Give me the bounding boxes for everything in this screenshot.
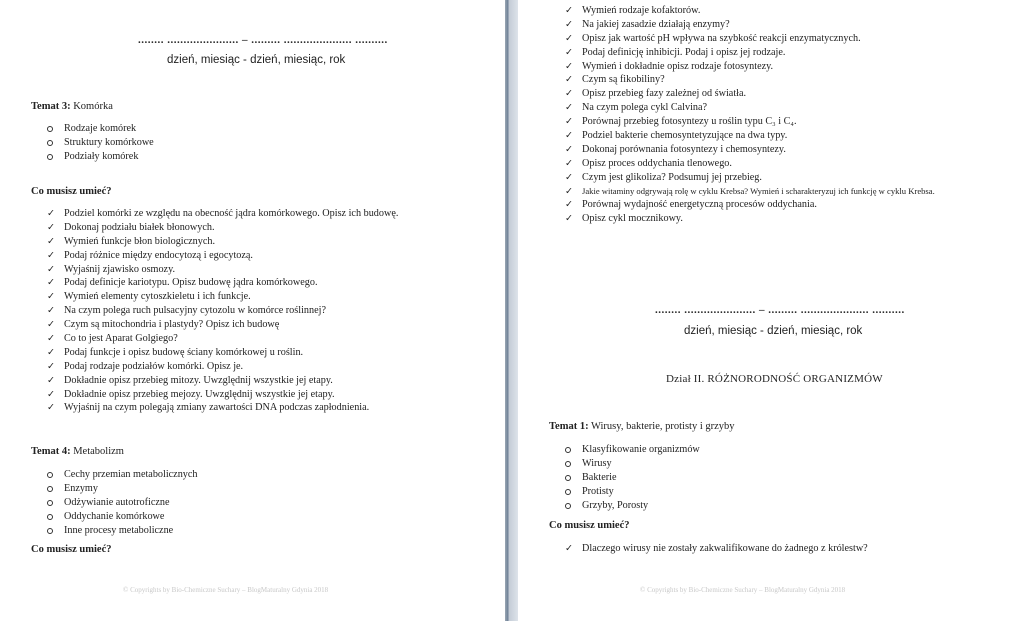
list-item: Oddychanie komórkowe (47, 510, 198, 524)
skills-heading: Co musisz umieć? (31, 186, 112, 197)
list-item: ✓ Wyjaśnij zjawisko osmozy. (47, 263, 176, 275)
list-item: ✓ Podaj definicję inhibicji. Podaj i opisz jej rodzaje. (565, 46, 786, 58)
list-item: Inne procesy metaboliczne (47, 524, 198, 538)
check-icon: ✓ (565, 102, 573, 114)
list-item: ✓ Dokładnie opisz przebieg mejozy. Uwzględnij wszystkie jej etapy. (47, 388, 335, 400)
list-item: Bakterie (565, 471, 700, 485)
list-item: ✓ Czym są mitochondria i plastydy? Opisz ich budowę (47, 319, 280, 331)
check-icon: ✓ (47, 221, 55, 233)
list-item: ✓ Porównaj przebieg fotosyntezy u roślin typu C₃ i C₄. (565, 116, 797, 128)
skills-list-continued (565, 4, 935, 226)
list-item: Cechy przemian metabolicznych (47, 468, 198, 482)
skills-list (565, 542, 868, 556)
check-icon: ✓ (47, 305, 55, 317)
copyright-footer: © Copyrights by Bio-Chemiczne Suchary – BlogMaturalny Gdynia 2018 (640, 586, 846, 594)
topic-label: Temat 4: (31, 446, 71, 457)
check-icon: ✓ (47, 346, 55, 358)
check-icon: ✓ (565, 213, 573, 225)
check-icon: ✓ (47, 235, 55, 247)
check-icon: ✓ (47, 208, 55, 219)
check-icon: ✓ (565, 171, 573, 183)
topic-title: Metabolizm (73, 446, 124, 457)
date-range-label: dzień, miesiąc - dzień, miesiąc, rok (167, 54, 346, 66)
check-icon: ✓ (565, 143, 573, 155)
list-item: ✓ Wymień rodzaje kofaktorów. (565, 5, 701, 16)
document-page-left (0, 0, 505, 621)
list-item: ✓ Podaj definicje kariotypu. Opisz budowę jądra komórkowego. (47, 277, 318, 289)
topic-label: Temat 1: (549, 421, 589, 432)
list-item: Enzymy (47, 482, 198, 496)
check-icon: ✓ (565, 88, 573, 100)
check-icon: ✓ (47, 249, 55, 261)
list-item: ✓ Dokonaj podziału białek błonowych. (47, 221, 215, 233)
list-item: ✓ Podaj rodzaje podziałów komórki. Opisz je. (47, 360, 244, 372)
document-page-right (518, 0, 1024, 621)
skills-list (47, 207, 398, 415)
skills-heading: Co musisz umieć? (549, 520, 630, 531)
list-item: ✓ Jakie witaminy odgrywają rolę w cyklu Krebsa? Wymień i scharakteryzuj ich funkcję w cyklu Krebsa. (565, 185, 935, 197)
list-item: ✓ Na czym polega cykl Calvina? (565, 102, 708, 114)
section-title: Dział II. RÓŻNORODNOŚĆ ORGANIZMÓW (666, 373, 883, 385)
list-item: ✓ Wymień funkcje błon biologicznych. (47, 235, 216, 247)
list-item: Protisty (565, 485, 700, 499)
list-item: ✓ Podaj różnice między endocytozą i egocytozą. (47, 249, 253, 261)
check-icon: ✓ (565, 543, 573, 554)
date-dots-placeholder: ........ ...................... – ......... ..................... .......... (655, 304, 905, 316)
list-item: ✓ Dokonaj porównania fotosyntezy i chemosyntezy. (565, 143, 786, 155)
check-icon: ✓ (47, 277, 55, 289)
date-dots-placeholder: ........ ...................... – ......... ..................... .......... (138, 34, 388, 46)
check-icon: ✓ (565, 46, 573, 58)
list-item: ✓ Czym są fikobiliny? (565, 74, 665, 86)
check-icon: ✓ (565, 32, 573, 44)
list-item: Grzyby, Porosty (565, 499, 700, 513)
list-item: ✓ Porównaj wydajność energetyczną procesów oddychania. (565, 199, 817, 211)
list-item: ✓ Podziel bakterie chemosyntetyzujące na dwa typy. (565, 130, 788, 142)
list-item: ✓ Na czym polega ruch pulsacyjny cytozolu w komórce roślinnej? (47, 305, 326, 317)
check-icon: ✓ (565, 18, 573, 30)
list-item: Klasyfikowanie organizmów (565, 443, 700, 457)
check-icon: ✓ (565, 185, 573, 197)
list-item: ✓ Dokładnie opisz przebieg mitozy. Uwzględnij wszystkie jej etapy. (47, 374, 333, 386)
list-item: ✓ Podaj funkcje i opisz budowę ściany komórkowej u roślin. (47, 346, 304, 358)
check-icon: ✓ (47, 319, 55, 331)
list-item: ✓ Wyjaśnij na czym polegają zmiany zawartości DNA podczas zapłodnienia. (47, 402, 370, 414)
topic-4-list (47, 468, 198, 537)
check-icon: ✓ (47, 291, 55, 303)
list-item: ✓ Opisz proces oddychania tlenowego. (565, 157, 732, 169)
check-icon: ✓ (47, 402, 55, 414)
topic-heading-1 (549, 421, 735, 432)
check-icon: ✓ (47, 388, 55, 400)
topic-label: Temat 3: (31, 101, 71, 112)
list-item: ✓ Co to jest Aparat Golgiego? (47, 333, 178, 345)
list-item: ✓ Wymień elementy cytoszkieletu i ich funkcje. (47, 291, 251, 303)
page-divider (505, 0, 518, 621)
list-item: Rodzaje komórek (47, 122, 154, 136)
list-item: ✓ Na jakiej zasadzie działają enzymy? (565, 18, 730, 30)
list-item: ✓ Opisz cykl mocznikowy. (565, 213, 683, 225)
list-item: Odżywianie autotroficzne (47, 496, 198, 510)
check-icon: ✓ (47, 333, 55, 345)
list-item: ✓ Podziel komórki ze względu na obecność jądra komórkowego. Opisz ich budowę. (47, 208, 399, 219)
check-icon: ✓ (565, 116, 573, 128)
date-range-label: dzień, miesiąc - dzień, miesiąc, rok (684, 325, 863, 337)
list-item: ✓ Dlaczego wirusy nie zostały zakwalifikowane do żadnego z królestw? (565, 543, 868, 554)
topic-1-list (565, 443, 700, 512)
topic-title: Komórka (73, 101, 113, 112)
check-icon: ✓ (565, 199, 573, 211)
check-icon: ✓ (565, 130, 573, 142)
list-item: Podziały komórek (47, 150, 154, 164)
list-item: ✓ Wymień i dokładnie opisz rodzaje fotosyntezy. (565, 60, 774, 72)
list-item: ✓ Opisz przebieg fazy zależnej od światła. (565, 88, 747, 100)
check-icon: ✓ (47, 263, 55, 275)
topic-3-list (47, 122, 154, 164)
copyright-footer: © Copyrights by Bio-Chemiczne Suchary – BlogMaturalny Gdynia 2018 (123, 586, 329, 594)
check-icon: ✓ (565, 74, 573, 86)
list-item: ✓ Czym jest glikoliza? Podsumuj jej przebieg. (565, 171, 762, 183)
skills-heading-2: Co musisz umieć? (31, 544, 112, 555)
list-item: ✓ Opisz jak wartość pH wpływa na szybkość reakcji enzymatycznych. (565, 32, 861, 44)
topic-heading-4 (31, 446, 124, 457)
topic-heading-3 (31, 101, 113, 112)
list-item: Struktury komórkowe (47, 136, 154, 150)
topic-title: Wirusy, bakterie, protisty i grzyby (591, 421, 735, 432)
check-icon: ✓ (565, 157, 573, 169)
check-icon: ✓ (565, 60, 573, 72)
check-icon: ✓ (47, 360, 55, 372)
check-icon: ✓ (565, 5, 573, 16)
list-item: Wirusy (565, 457, 700, 471)
check-icon: ✓ (47, 374, 55, 386)
